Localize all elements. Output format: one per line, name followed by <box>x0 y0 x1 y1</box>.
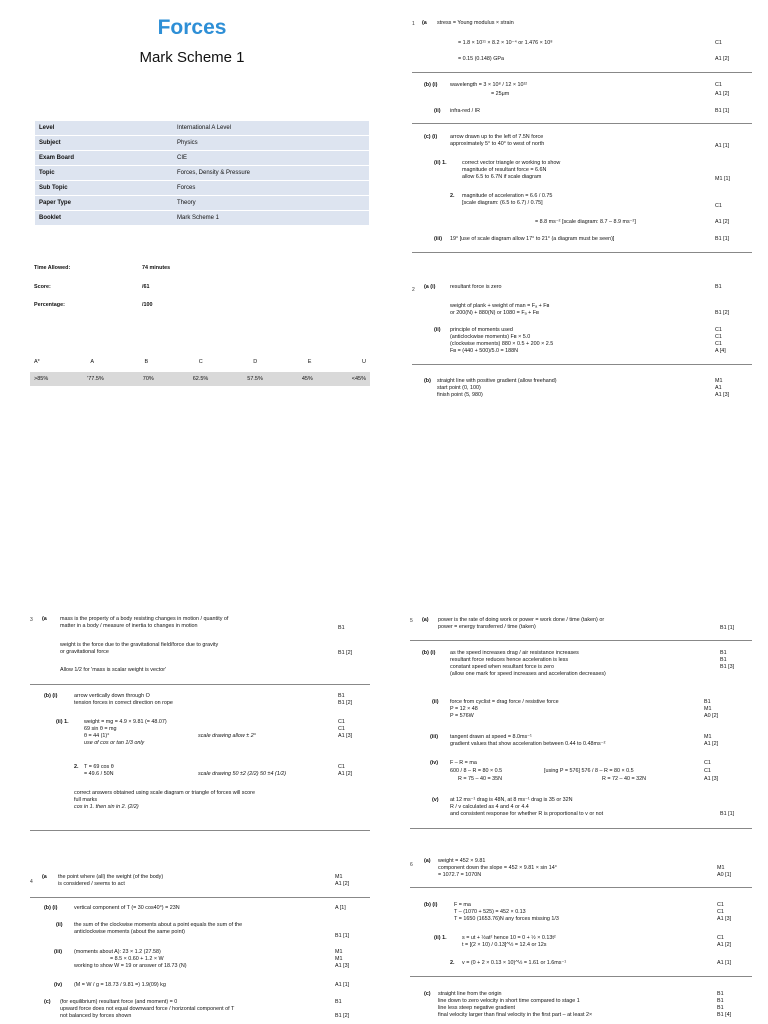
part-label: 2. <box>74 764 79 770</box>
meta-table <box>35 121 369 226</box>
answer-line: [using P = 576] 576 / 8 – R = 80 × 0.5 <box>544 768 634 774</box>
answer-line: Fв = (440 + 500)/5.0 = 188N <box>450 348 519 354</box>
answer-line: weight of plank + weight of man = Fₐ + Fв <box>450 303 550 309</box>
answer-line: F = ma <box>454 902 471 908</box>
mark: M1 <box>704 706 712 712</box>
answer-line: force from cyclist = drag force / resistive force <box>450 699 559 705</box>
mark: A [1] <box>335 905 346 911</box>
boundary: 62.5% <box>192 376 209 382</box>
answer-line: component down the slope = 452 × 9.81 × sin 14° <box>438 865 557 871</box>
question-number: 2 <box>412 287 415 293</box>
part-label: (b) (i) <box>424 82 438 88</box>
part-label: (ii) 1. <box>434 935 447 941</box>
boundary: '77.5% <box>87 376 104 382</box>
mark: A1 [2] <box>717 942 732 948</box>
mark: C1 <box>704 760 711 766</box>
grade: E <box>307 359 312 365</box>
answer-line: s = ut + ½at² hence 10 = 0 + ½ × 0.13t² <box>462 935 556 941</box>
part-label: 2. <box>450 960 455 966</box>
meta-row <box>35 151 369 166</box>
part-label: (a) <box>424 858 431 864</box>
part-label: (iv) <box>54 982 63 988</box>
mark: A1 [1] <box>715 143 730 149</box>
divider <box>30 830 370 831</box>
mark: B1 [1] <box>715 108 730 114</box>
part-label: (b) <box>424 378 431 384</box>
mark: B1 [2] <box>715 310 730 316</box>
mark: C1 <box>715 334 722 340</box>
mark: A1 [2] <box>335 881 350 887</box>
meta-key: Sub Topic <box>35 181 173 196</box>
answer-line: constant speed when resultant force is zero <box>450 664 554 670</box>
answer-line: 69 sin θ = mg <box>84 726 117 732</box>
answer-line: arrow vertically down through O <box>74 693 150 699</box>
answer-line: = 0.15 (0.148) GPa <box>458 56 504 62</box>
answer-line: correct vector triangle or working to show <box>462 160 561 166</box>
answer-line: T = 69 cos θ <box>84 764 114 770</box>
answer-line: gradient values that show acceleration between 0.44 to 0.48ms⁻² <box>450 741 606 747</box>
answer-line: magnitude of resultant force = 6.6N <box>462 167 547 173</box>
question-number: 3 <box>30 617 33 623</box>
mark: C1 <box>715 327 722 333</box>
part-label: (iii) <box>430 734 439 740</box>
answer-line: at 12 ms⁻¹ drag is 48N, at 8 ms⁻¹ drag is 35 or 32N <box>450 797 573 803</box>
document-subtitle: Mark Scheme 1 <box>139 49 245 66</box>
answer-line: stress = Young modulus × strain <box>437 20 514 26</box>
answer-line: vertical component of T (= 30 cos40°) = 23N <box>74 905 180 911</box>
answer-line: line down to zero velocity in short time compared to stage 1 <box>438 998 580 1004</box>
answer-line: resultant force reduces hence acceleration is less <box>450 657 569 663</box>
meta-row <box>35 166 369 181</box>
answer-line: (allow one mark for speed increases and acceleration decreases) <box>450 671 606 677</box>
meta-value: International A Level <box>173 121 369 136</box>
divider <box>410 976 752 977</box>
question-number: 1 <box>412 21 415 27</box>
mark: B1 <box>335 999 342 1005</box>
answer-note: scale drawing 50 ±2 (2/2) 50 ±4 (1/2) <box>198 771 287 777</box>
mark: B1 <box>338 625 345 631</box>
answer-line: correct answers obtained using scale diagram or triangle of forces will score <box>74 790 255 796</box>
answer-line: power = energy transferred / time (taken) <box>438 624 536 630</box>
mark: B1 <box>717 998 724 1004</box>
mark: B1 <box>338 693 345 699</box>
divider <box>412 252 752 253</box>
answer-line: tension forces in correct direction on rope <box>74 700 173 706</box>
question-number: 5 <box>410 618 413 624</box>
answer-line: wavelength = 3 × 10⁸ / 12 × 10¹² <box>450 82 528 88</box>
grade: B <box>144 359 149 365</box>
meta-key: Paper Type <box>35 196 173 211</box>
meta-key: Level <box>35 121 173 136</box>
mark: B1 <box>720 650 727 656</box>
meta-value: Mark Scheme 1 <box>173 211 369 226</box>
part-label: (ii) <box>432 699 439 705</box>
divider <box>412 123 752 124</box>
answer-line: P = 12 × 48 <box>450 706 478 712</box>
score-label: Score: <box>34 284 51 290</box>
answer-line: = 25μm <box>491 91 510 97</box>
mark: C1 <box>715 341 722 347</box>
grade: A* <box>34 359 40 365</box>
answer-line: or gravitational force <box>60 649 109 655</box>
mark: B1 <box>720 657 727 663</box>
answer-line: P = 576W <box>450 713 474 719</box>
answer-line: allow 6.5 to 6.7N if scale diagram <box>462 174 542 180</box>
boundary: <45% <box>351 376 366 382</box>
mark: M1 <box>335 874 343 880</box>
answer-line: approximately 5° to 40° to west of north <box>450 141 545 147</box>
grade-boundaries <box>30 356 370 386</box>
mark: A1 [3] <box>335 963 350 969</box>
answer-line: start point (0, 100) <box>437 385 481 391</box>
part-label: (iv) <box>430 760 439 766</box>
meta-key: Booklet <box>35 211 173 226</box>
answer-line: R / v calculated as 4 and 4 or 4.4 <box>450 804 529 810</box>
answer-line: is considered / seems to act <box>58 881 125 887</box>
part-label: (iii) <box>54 949 63 955</box>
meta-key: Subject <box>35 136 173 151</box>
mark: A1 <box>715 385 722 391</box>
answer-line: tangent drawn at speed = 8.0ms⁻¹ <box>450 734 532 740</box>
answer-line: (clockwise moments) 880 × 0.5 + 200 × 2.5 <box>450 341 554 347</box>
answer-line: (for equilibrium) resultant force (and moment) = 0 <box>60 999 178 1005</box>
part-label: (v) <box>432 797 439 803</box>
meta-row <box>35 121 369 136</box>
answer-line: Allow 1/2 for 'mass is scalar weight is vector' <box>60 667 167 673</box>
mark: A0 [2] <box>704 713 719 719</box>
answer-line: or 200(N) + 880(N) or 1080 = Fₐ + Fв <box>450 310 539 316</box>
mark: C1 <box>338 726 345 732</box>
answer-line: F – R = ma <box>450 760 477 766</box>
mark: A1 [3] <box>717 916 732 922</box>
meta-row <box>35 181 369 196</box>
mark: C1 <box>715 40 722 46</box>
meta-value: Theory <box>173 196 369 211</box>
answer-line: matter in a body / measure of inertia to changes in motion <box>60 623 198 629</box>
answer-line: working to show W = 19 or answer of 18.73 (N) <box>74 963 187 969</box>
answer-line: mass is the property of a body resisting changes in motion / quantity of <box>60 616 229 622</box>
answer-line: and consistent response for whether R is proportional to v or not <box>450 811 604 817</box>
answer-line: anticlockwise moments (about the same point) <box>74 929 185 935</box>
answer-note: cos in 1. then sin in 2. (2/2) <box>74 804 139 810</box>
mark-scheme-page-3 <box>384 512 768 1024</box>
answer-note: scale drawing allow ± 2° <box>198 733 256 739</box>
part-label: (a) <box>422 617 429 623</box>
answer-line: weight = mg = 4.9 × 9.81 (= 48.07) <box>84 719 167 725</box>
answer-line: = 1.8 × 10¹¹ × 8.2 × 10⁻⁴ or 1.476 × 10⁸ <box>458 40 553 46</box>
answer-line: not balanced by forces shown <box>60 1013 132 1019</box>
answer-line: full marks <box>74 797 98 803</box>
mark-scheme-page-1 <box>384 0 768 512</box>
mark: M1 <box>717 865 725 871</box>
meta-row <box>35 211 369 226</box>
time-allowed-label: Time Allowed: <box>34 265 71 271</box>
answer-line: weight is the force due to the gravitational field/force due to gravity <box>60 642 219 648</box>
mark-scheme-page-2 <box>0 512 384 1024</box>
answer-line: finish point (5, 980) <box>437 392 483 398</box>
answer-line: resultant force is zero <box>450 284 502 290</box>
answer-line: (moments about A): 23 × 1.2 (27.58) <box>74 949 161 955</box>
divider <box>30 897 370 898</box>
part-label: (iii) <box>434 236 443 242</box>
answer-line: T = 1650 (1653.76)N any forces missing 1/3 <box>454 916 559 922</box>
score-value: /61 <box>142 284 150 290</box>
answer-line: (anticlockwise moments) Fв × 5.0 <box>450 334 531 340</box>
boundary: 57.5% <box>247 376 263 382</box>
mark: B1 <box>704 699 711 705</box>
part-label: (ii) 1. <box>434 160 447 166</box>
part-label: (b) (i) <box>44 905 58 911</box>
mark: C1 <box>338 719 345 725</box>
mark: A1 [3] <box>338 733 353 739</box>
boundary: 70% <box>142 376 154 382</box>
answer-line: R = 75 – 40 = 35N <box>458 776 503 782</box>
mark: C1 <box>715 82 722 88</box>
answer-line: the point where (all) the weight (of the body) <box>58 874 164 880</box>
time-allowed-value: 74 minutes <box>142 265 171 271</box>
percentage-label: Percentage: <box>34 302 65 308</box>
mark: M1 <box>335 949 343 955</box>
mark: M1 <box>715 378 723 384</box>
mark: B1 [1] <box>715 236 730 242</box>
mark: B1 <box>715 284 722 290</box>
answer-line: line less steep negative gradient <box>438 1005 516 1011</box>
mark: A1 [1] <box>335 982 350 988</box>
answer-line: the sum of the clockwise moments about a point equals the sum of the <box>74 922 243 928</box>
meta-value: CIE <box>173 151 369 166</box>
meta-key: Topic <box>35 166 173 181</box>
divider <box>412 72 752 73</box>
mark: B1 <box>717 1005 724 1011</box>
answer-line: upward force does not equal downward force / horizontal component of T <box>60 1006 235 1012</box>
mark: M1 <box>335 956 343 962</box>
document-title: Forces <box>157 16 227 39</box>
mark: C1 <box>715 203 722 209</box>
mark: C1 <box>717 909 724 915</box>
divider <box>30 684 370 685</box>
part-label: (c) (i) <box>424 134 438 140</box>
boundary: 45% <box>301 376 313 382</box>
divider <box>410 828 752 829</box>
answer-line: straight line with positive gradient (allow freehand) <box>437 378 557 384</box>
boundary-row <box>30 372 370 386</box>
part-label: (b) (i) <box>424 902 438 908</box>
mark: B1 [4] <box>717 1012 732 1018</box>
answer-line: = 49.6 / 50N <box>84 771 114 777</box>
mark: A1 [3] <box>704 776 719 782</box>
grade: A <box>90 359 95 365</box>
answer-line: v = (0 + 2 × 0.13 × 10)^½ = 1.61 or 1.6ms⁻¹ <box>462 960 567 966</box>
part-label: (ii) <box>56 922 63 928</box>
answer-line: final velocity larger than final velocity in the first part – at least 2× <box>438 1012 593 1018</box>
mark: B1 [1] <box>335 933 350 939</box>
question-number: 6 <box>410 862 413 868</box>
meta-row <box>35 196 369 211</box>
mark: C1 <box>704 768 711 774</box>
mark: A1 [3] <box>715 392 730 398</box>
mark: C1 <box>338 764 345 770</box>
part-label: (c) <box>44 999 51 1005</box>
answer-line: principle of moments used <box>450 327 513 333</box>
answer-line: magnitude of acceleration = 6.6 / 0.75 <box>462 193 553 199</box>
part-label: (ii) <box>434 327 441 333</box>
question-number: 4 <box>30 879 33 885</box>
mark: A0 [1] <box>717 872 732 878</box>
part-label: (ii) <box>434 108 441 114</box>
cover-page <box>0 0 384 512</box>
part-label: 2. <box>450 193 455 199</box>
answer-line: = 8.5 × 0.60 + 1.2 × W <box>110 956 164 962</box>
part-label: (a (i) <box>424 284 436 290</box>
part-label: (ii) 1. <box>56 719 69 725</box>
mark: A1 [2] <box>715 91 730 97</box>
percentage-value: /100 <box>142 302 153 308</box>
answer-line: [scale diagram: (6.5 to 6.7) / 0.75] <box>462 200 543 206</box>
part-label: (b) (i) <box>44 693 58 699</box>
mark: A1 [2] <box>715 219 730 225</box>
meta-row <box>35 136 369 151</box>
answer-line: 19° [use of scale diagram allow 17° to 21° (a diagram must be seen)] <box>450 236 615 242</box>
mark: A1 [2] <box>715 56 730 62</box>
answer-line: (M = W / g = 18.73 / 9.81 =) 1.9(09) kg <box>74 982 166 988</box>
divider <box>410 640 752 641</box>
part-label: (a <box>422 20 427 26</box>
mark: B1 <box>717 991 724 997</box>
mark: B1 [2] <box>335 1013 350 1019</box>
answer-line: t = [(2 × 10) / 0.13]^½ = 12.4 or 12s <box>462 942 547 948</box>
mark: A1 [2] <box>704 741 719 747</box>
divider <box>410 887 752 888</box>
answer-line: θ = 44 (1)° <box>84 733 110 739</box>
mark: B1 [1] <box>720 811 735 817</box>
part-label: (b) (i) <box>422 650 436 656</box>
answer-line: = 1072.7 = 1070N <box>438 872 482 878</box>
meta-value: Forces, Density & Pressure <box>173 166 369 181</box>
grade: C <box>198 359 203 365</box>
mark: A1 [2] <box>338 771 353 777</box>
part-label: (a <box>42 616 47 622</box>
answer-line: infra-red / IR <box>450 108 480 114</box>
mark: B1 [2] <box>338 650 353 656</box>
answer-line: 600 / 8 – R = 80 × 0.5 <box>450 768 503 774</box>
answer-line: straight line from the origin <box>438 991 502 997</box>
answer-note: use of cos or tan 1/3 only <box>84 740 145 746</box>
answer-line: as the speed increases drag / air resistance increases <box>450 650 579 656</box>
part-label: (a <box>42 874 47 880</box>
answer-line: = 8.8 ms⁻² [scale diagram: 8.7 – 8.9 ms⁻²] <box>535 219 636 225</box>
divider <box>412 364 752 365</box>
boundary: >85% <box>34 376 49 382</box>
mark: B1 [1] <box>720 625 735 631</box>
mark: C1 <box>717 935 724 941</box>
mark: C1 <box>717 902 724 908</box>
mark: M1 <box>704 734 712 740</box>
meta-value: Physics <box>173 136 369 151</box>
answer-line: weight = 452 × 9.81 <box>438 858 486 864</box>
mark: B1 [2] <box>338 700 353 706</box>
answer-line: arrow drawn up to the left of 7.5N force <box>450 134 544 140</box>
mark: A [4] <box>715 348 726 354</box>
meta-key: Exam Board <box>35 151 173 166</box>
answer-line: R = 72 – 40 = 32N <box>602 776 647 782</box>
mark: B1 [3] <box>720 664 735 670</box>
mark: A1 [1] <box>717 960 732 966</box>
grade: D <box>253 359 258 365</box>
mark: M1 [1] <box>715 176 730 182</box>
answer-line: T – (1070 + 525) = 452 × 0.13 <box>454 909 526 915</box>
meta-value: Forces <box>173 181 369 196</box>
part-label: (c) <box>424 991 431 997</box>
grade: U <box>361 359 366 365</box>
answer-line: power is the rate of doing work or power = work done / time (taken) or <box>438 617 605 623</box>
grade-row <box>30 356 370 368</box>
